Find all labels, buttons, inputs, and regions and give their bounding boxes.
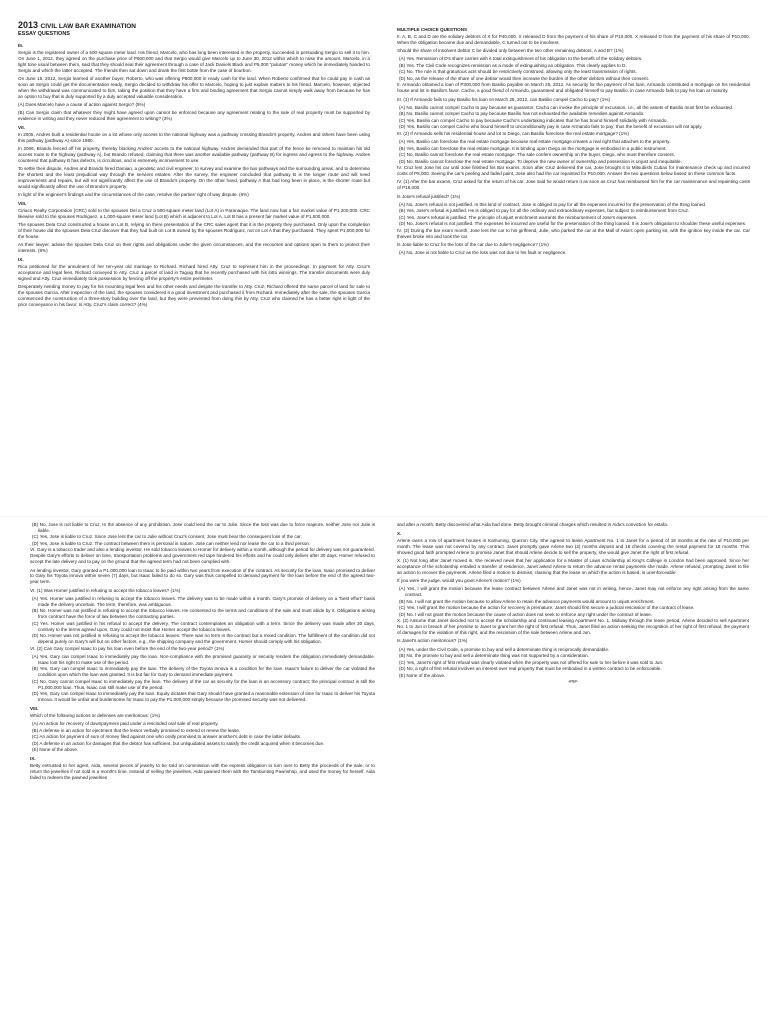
paragraph: III. (1) If Armando fails to pay Basilio his loan on March 25, 2012, can Basilio compel Cacho to pay? (1%) <box>397 96 610 102</box>
paragraph: II. A, B, C and D are the solidary debtors of X for P40,000. X released D from the payment of his share of P10,000. X released D from the payment of his share of P10,000. When the obligation became due and demandable, C turned out to be insolvent. <box>397 33 750 45</box>
question-number: X. <box>397 530 402 536</box>
answer-option: (D) No, Jose's refusal is not justified. The expenses he incurred are useful for the preservation of the thing loaned. It is Jose's obligation to shoulder these useful expenses. <box>399 221 747 227</box>
paragraph: As their lawyer, advise the spouses Dela Cruz on their rights and obligations under the given circumstances, and the recourses and options open to them to protect their interests. (8%) <box>18 242 370 254</box>
answer-option: (A) Yes. Homer was justified in refusing to accept the tobacco leaves. The delivery was to be made within a month. Gary's promise of delivery on a "best effort" basis made the delivery uncertain. The term, therefore, was ambiguous. <box>32 595 375 607</box>
bottom-left-column <box>30 522 375 1018</box>
paragraph: On June 15, 2012, Sergio learned of another buyer, Roberto, who was offering P800,000 in ready cash for the land. When Roberto confirmed that he could pay in cash as soon as Sergio could get the documentation ready, Sergio decided to withdraw his offer to Marcelo, hoping to just explain matters to his friend. Marcelo, however, objected when the withdrawal was communicated to him, taking the position that they have a firm and binding agreement that Sergio cannot simply walk away from because he has an option to buy that is duly supported by a duly accepted valuable consideration. <box>18 75 370 99</box>
paragraph: The spouses Dela Cruz constructed a house on Lot B, relying on there presentation of the CRC sales agent that it is the property they purchased. Only upon the completion of their house did the spouses Dela Cruz discover that they had built on Lot B owned by the spouses Rodriguez, not on Lot A that they purchased. They spent P1,000,000 for the house. <box>18 222 370 240</box>
answer-option: (B) Yes. The Civil Code recognizes remission as a mode of extinguishing an obligation. This clearly applies to D. <box>399 62 627 68</box>
paragraph: Is Jose's refusal justified? (1%) <box>397 193 461 199</box>
paragraph: IV. (2) During the bar exam month, Jose lent the car to his girlfriend, Julie, who parked the car at the Mall of Asia's open parking lot, with the ignition key inside the car. Car thieves broke into and took the car. <box>397 227 750 239</box>
answer-option: (C) No, Gary cannot compel Isaac to immediately pay the loan. The delivery of the car as security for the loan is an accessory contract; the principal contract is still the P1,000,000 loan. Thus, Isaac can still make use of the period. <box>32 678 375 690</box>
answer-option: (C) No, Basilio cannot foreclose the real estate mortgage. The sale confers ownership on the buyer, Diego, who must therefore consent. <box>399 152 675 158</box>
answer-option: (A) No, Basilio cannot compel Cacho to pay because as guarantor, Cacho can invoke the principle of excussion, i.e., all the assets of Basilio must first be exhausted. <box>399 104 734 110</box>
top-left-column <box>18 20 370 512</box>
paragraph: X. (1) Not long after Janet moved in, she received news that her application for a Master of Laws scholarship at King's College in London had been approved. Since her acceptance of the scholarship entailed a transfer of residence, Janet asked Arlene to return the advance rental payments she made. Arlene refused, prompting Janet to file an action to recover the payments. Arlene filed a motion to dismiss, claiming that the lease on which the action is based, is unenforceable. <box>397 557 749 575</box>
answer-option: (A) Yes, Gary can compel Isaac to immediately pay the loan. Non-compliance with the promised guaranty or security renders the obligation immediately demandable. Isaac lost his right to make use of the period. <box>32 653 375 665</box>
paragraph: VI. Gary is a tobacco trader and also a lending investor. He sold tobacco leaves to Homer for delivery within a month, although the period for delivery was not guaranteed. Despite Gary's efforts to deliver on time, transportation problems and government red tape hindered his efforts and he could only deliver after 30 days. Homer refused to accept the late delivery and to pay on the ground that the agreed term had not been complied with. <box>30 547 375 565</box>
answer-option: (A) Yes. Remission of D's share carries with it total extinguishment of his obligation to the benefit of the solidary debtors. <box>399 56 643 62</box>
question-number: VII. <box>18 124 25 130</box>
paragraph: As lending investor, Gary granted a P1,000,000 loan to Isaac to be paid within two years from execution of the contract. As security for the loan, Isaac promised to deliver to Gary his Toyota Innova within seven (7) days, but Isaac failed to do so. Gary was thus compelled to demand payment for the loan before the end of the agreed two-year term. <box>30 567 375 585</box>
answer-option: (C) Yes, Jose's refusal is justified. The principle of unjust enrichment warrants the reimbursement of Jose's expenses. <box>399 214 638 220</box>
paragraph: Is Jose liable to Cruz for the loss of the car due to Julie's negligence? (1%) <box>397 242 549 248</box>
paragraph: and after a month, Betty discovered what Aida had done. Betty brought criminal charges which resulted in Aida's conviction for estafa. <box>397 522 669 527</box>
paragraph: VI. (2) Can Gary compel Isaac to pay his loan even before the end of the two-year period? (1%) <box>30 645 225 651</box>
paragraph: IV. (1) After the bar exams, Cruz asked for the return of his car. Jose said he would return it as soon as Cruz has reimbursed him for the car maintenance and repainting costs of P18,000. <box>397 179 750 191</box>
bottom-right-column <box>397 522 749 822</box>
answer-option: (D) No. I will not grant the motion because the cause of action does not seek to enforce any right under the contract of lease. <box>399 611 653 617</box>
answer-option: (A) No, Jose is not liable to Cruz as the loss was not due to his fault or negligence. <box>399 250 567 256</box>
answer-option: (E) None of the above. <box>32 747 79 753</box>
paragraph: Ciriaco Realty Corporation (CRC) sold to the spouses Del a Cruz a 500-square meter land (Lot A) in Paranaque. The land now has a fair market value of P1,200,000. CRC likewise sold to the spouses Rodriguez, a 1,000-square meter land (Lot B) which is adjacent to Lot A. Lot B has a present fair market value of P1,500,000. <box>18 208 370 219</box>
paragraph: In light of the engineer's findings and the circumstances of the case, resolve the parties' right of way dispute. (6%) <box>18 192 249 198</box>
paragraph: (A) Does Marcelo have a cause of action against Sergio? (5%) <box>18 101 146 107</box>
paragraph: VI. (1) Was Homer justified in refusing to accept the tobacco leaves? (1%) <box>30 587 181 593</box>
essay-questions <box>18 43 370 308</box>
paragraph: Rica petitioned for the annulment of her ten-year old marriage to Richard. Richard hired Atty. Cruz to represent him in the proceedings. In payment for Atty. Cruz's acceptance and legal fees, Richard conveyed to Atty. Cruz a parcel of land in Taguig that he recently purchased with his lotto winnings. The transfer documents were duly signed and Atty. Cruz immediately took possession by fencing off the property's entire perimeter. <box>18 264 370 281</box>
exam-header <box>18 20 370 32</box>
paragraph: III. (2) If Armando sells his residential house and lot to Diego, can Basilio foreclose the real estate mortgage? (1%) <box>397 130 629 136</box>
multiple-choice-questions <box>397 27 750 256</box>
paragraph: Should the share of insolvent debtor C be divided only between the two other remaining debtors, A and B? (1%) <box>397 48 624 54</box>
answer-option: (C) Yes, Basilio can compel Cacho to pay because Cacho's undertaking indicates that he has bound himself solidarily with Armando. <box>399 117 668 123</box>
question-number: VIII. <box>18 201 27 207</box>
paragraph: Is Janet's action meritorious? (1%) <box>397 638 468 644</box>
answer-option: (C) No. The rule is that gratuitous acts should be restrictively construed, allowing only the least transmission of rights. <box>399 69 637 75</box>
page-divider <box>0 516 768 517</box>
paragraph: In 2005, Andres built a residential house on a lot whose only access to the national highway was a pathway crossing Brando's property. Andres and others have been using this pathway (pathway A) since 1980. <box>18 131 370 143</box>
end-mark: -###- <box>567 679 579 685</box>
answer-option: (B) No, Jose is not liable to Cruz. In the absence of any prohibition, Jose could lend the car to Julie. Since the loss was due to force majeure, neither Jose nor Julie is liable. <box>32 522 375 533</box>
exam-title: CIVIL LAW BAR EXAMINATION <box>40 23 136 30</box>
paragraph: In 2006, Brando fenced off his property, thereby blocking Andres' access to the national highway. Andres demanded that part of the fence be removed to maintain his old access route to the highway (pathway A), but Brando refused, claiming that there was another available pathway (pathway B) for ingress and egress to the highway. Andres countered that pathway B has defects, is circuitous, and is extremely inconvenient to use. <box>18 146 370 163</box>
answer-option: (D) Yes, Basilio can compel Cacho who bound himself to unconditionally pay in case Armando fails to pay; thus the benefit of excussion will not apply. <box>399 124 703 130</box>
answer-option: (B) No, the promise to buy and sell a determinate thing was not supported by a consideration. <box>399 653 589 659</box>
paragraph: Which of the following actions or defenses are meritorious: (1%) <box>30 712 160 718</box>
question-number: IX. <box>30 755 36 761</box>
answer-option: (A) Yes, I will grant the motion because the lease contract between Arlene and Janet was not in writing, hence, Janet may not enforce any right arising from the same contract. <box>399 586 749 598</box>
answer-option: (B) Yes, Gary can compel Isaac to immediately pay the loan. The delivery of the Toyota Innova is a condition for the loan. Isaac's failure to deliver the car violated the condition upon which the loan was granted. It is but fair for Gary to demand immediate payment. <box>32 666 375 678</box>
answer-option: (A) An action for recovery of downpayment paid under a rescinded oral sale of real property. <box>32 721 219 727</box>
paragraph: Arlene owns a row of apartment houses in Kamuning, Quezon City. She agreed to lease Apartment No. 1 to Janet for a period of 18 months at the rate of P10,000 per month. The lease was not covered by any contract. Janet promptly gave Arlene two (2) months deposit and 18 checks covering the rental payment for 18 months. This showed good faith prompted Arlene to promise Janet that should Arlene decide to sell the property, she would give Janet the right of first refusal. <box>397 537 749 555</box>
question-number: III. <box>18 42 24 48</box>
answer-option: (B) No, Basilio cannot compel Cacho to pay because Basilio has not exhausted the available remedies against Armando. <box>399 111 645 117</box>
paragraph: Betty entrusted to her agent, Aida, several pieces of jewelry to be sold on commission with the express obligation to turn over to Betty the proceeds of the sale, or to return the jewelries if not sold in a month's time. Instead of selling the jewelries, Aida pawned them with the Tambunting Pawnshop, and used the money for herself. Aida failed to redeem the pawned jewelries <box>30 762 375 780</box>
paragraph: IV. Cruz lent Jose his car until Jose finished his Bar exams. Soon after Cruz delivered the car, Jose brought it to Mitsubishi Cubao for maintenance check up and incurred costs of P8,000. Seeing the car's peeling and faded paint, Jose also had the car repainted for P10,000. Answer the two questions below based on these common facts. <box>397 165 750 177</box>
question-number: IX. <box>18 257 24 263</box>
bottom-right-questions <box>397 522 749 685</box>
answer-option: (A) Yes, under the Civil Code, a promise to buy and sell a determinate thing is reciprocally demandable. <box>399 646 610 652</box>
answer-option: (B) Yes, Jose's refusal is justified. He is obliged to pay for all the ordinary and extraordinary expenses, but subject to reimbursement from Cruz. <box>399 208 690 214</box>
answer-option: (D) Yes, Gary can compel Isaac to immediately pay the loan. Equity dictates that Gary should have granted a reasonable extension of time for Isaac to deliver his Toyota Innova. It would be unfair and burdensome for Isaac to pay the P1,000,000 simply because the promised security was not delivered. <box>32 691 375 702</box>
answer-option: (E) None of the above. <box>399 672 446 678</box>
answer-option: (B) A defense in an action for ejectment that the lessor verbally promised to extend or renew the lease. <box>32 727 241 733</box>
paragraph: Sergio is the registered owner of a 500-square meter land. His friend, Marcelo, who has long been interested in the property, succeeded in persuading Sergio to sell it to him. On June 1, 2012, they agreed on the purchase price of P600,000 and that Sergio would give Marcelo up to June 30, 2012 within which to raise the amount. Marcelo, in a light tone usual between them, said that they should seal their agreement through a case of Jack Daniels Black and P5,000 "pulutan" money which he immediately handed to Sergio and which the latter accepted. The friends then sat down and drank the first bottle from the case of bourbon. <box>18 49 370 73</box>
paragraph: II. Armando obtained a loan of P300,000 from Basilio payable on March 25, 2012. As security for the payment of his loan, Armando constituted a mortgage on his residential house and lot in Basilio's favor. Cacho, a good friend of Armando, guaranteed and obligated himself to pay Basilio, in case Armando fails to pay his loan at maturity. <box>397 82 750 94</box>
answer-option: (C) Yes, Jose is liable to Cruz. Since Jose lent the car to Julie without Cruz's consent, Jose must bear the consequent loss of the car. <box>32 534 302 540</box>
answer-option: (D) A defense in an action for damages that the debtor has sufficient, but unliquidated assets to satisfy the credit acquired when it becomes due. <box>32 740 325 746</box>
answer-option: (D) No, Basilio cannot foreclose the real estate mortgage. To deprive the new owner of ownership and possession is unjust and inequitable. <box>399 158 682 164</box>
answer-option: (C) Yes, I will grant the motion because the action for recovery is premature; Janet should first secure a judicial rescission of the contract of lease. <box>399 605 695 611</box>
answer-option: (A) No, Jose's refusal is not justified. In this kind of contract, Jose is obliged to pay for all the expenses incurred for the preservation of the thing loaned. <box>399 201 707 207</box>
answer-option: (C) An action for payment of sum of money filed against one who orally promised to answer another's debt in case the latter defaults. <box>32 734 302 740</box>
paragraph: X. (2) Assume that Janet decided not to accept the scholarship and continued leasing Apartment No. 1. Midway through the lease period, Arlene decided to sell Apartment No. 1 to Jun in breach of her promise to Janet to grant her the right of first refusal. Thus, Janet filed an action seeking the recognition of her right of first refusal, the payment of damages for the violation of this right, and the rescission of the sale between Arlene and Jun. <box>397 618 749 636</box>
question-number: VIII. <box>30 705 39 711</box>
exam-subtitle: ESSAY QUESTIONS <box>18 31 70 37</box>
answer-option: (D) No, a right of first refusal involves an interest over real property that must be embodied in a written contract to be enforceable. <box>399 666 662 672</box>
answer-option: (D) Yes, Jose is liable to Cruz. The contract between them is personal in nature. Jose can neither lend nor lease the car to a third person. <box>32 540 311 546</box>
top-right-column <box>397 24 750 512</box>
answer-option: (D) No. Homer was not justified in refusing to accept the tobacco leaves. There was no term in the contract but a mixed condition. The fulfillment of the condition did not depend purely on Gary's will but on other factors, e.g., the shipping company and the government. Homer should comply with his obligation. <box>32 633 375 645</box>
answer-option: (C) Yes, Janet's right of first refusal was clearly violated when the property was not offered for sale to her before it was sold to Jun. <box>399 659 664 665</box>
paragraph: Desperately needing money to pay for his mounting legal fees and his other needs and despite the transfer to Atty. Cruz, Richard offered the same parcel of land for sale to the spouses Garcia. After inspection of the land, the spouses considered it a good investment and purchased it from Richard. Immediately after the sale, the spouses Garcia commenced the construction of a three-story building over the land, but they were prevented from doing this by Atty. Cruz who claimed he has a better right in light of the prior conveyance in his favor. Is Atty. Cruz's claim correct? (4%) <box>18 284 370 307</box>
paragraph: If you were the judge, would you grant Arlene's motion? (1%) <box>397 578 521 584</box>
paragraph: To settle their dispute, Andres and Brando hired Damian, a geodetic and civil engineer, to survey and examine the two pathways and the surrounding areas, and to determine the shortest and the least prejudicial way through the servient estates. After the survey, the engineer concluded that pathway B is the longer route and will need improvements and repairs, but will not significantly affect the use of Brando's property. On the other hand, pathway A that had long been in place, is the shorter route but would significantly affect the use of Brando's property. <box>18 166 370 189</box>
answer-option: (C) Yes. Homer was justified in his refusal to accept the delivery. The contract contemplates an obligation with a term. Since the delivery was made after 30 days, contrary to the terms agreed upon, Gary could not insist that Homer accept the tobacco leaves. <box>32 620 375 632</box>
answer-option: (B) No, I will not grant the motion because to allow Arlene to retain the advance payments would amount to unjust enrichment. <box>399 598 655 604</box>
paragraph: (B) Can Sergio claim that whatever they might have agreed upon cannot be enforced because any agreement relating to the sale of real property must be supported by evidence in writing and they never reduced their agreement to writing? (3%) <box>18 110 370 122</box>
answer-option: (D) No, as the release of the share of one debtor would then increase the burden of the other debtors without their consent. <box>399 75 650 81</box>
question-number: MULTIPLE CHOICE QUESTIONS <box>397 27 468 32</box>
answer-option: (B) No. Homer was not justified in refusing to accept the tobacco leaves. He consented to the terms and conditions of the sale and must abide by it. Obligations arising from contract have the force of law between the contracting parties. <box>32 608 375 620</box>
exam-year: 2013 <box>18 20 39 30</box>
bottom-left-questions <box>30 522 375 781</box>
answer-option: (A) Yes, Basilio can foreclose the real estate mortgage because real estate mortgage creates a real right that attaches to the property. <box>399 139 671 145</box>
answer-option: (B) Yes, Basilio can foreclose the real estate mortgage. It is binding upon Diego as the mortgage is embodied in a public instrument. <box>399 145 667 151</box>
